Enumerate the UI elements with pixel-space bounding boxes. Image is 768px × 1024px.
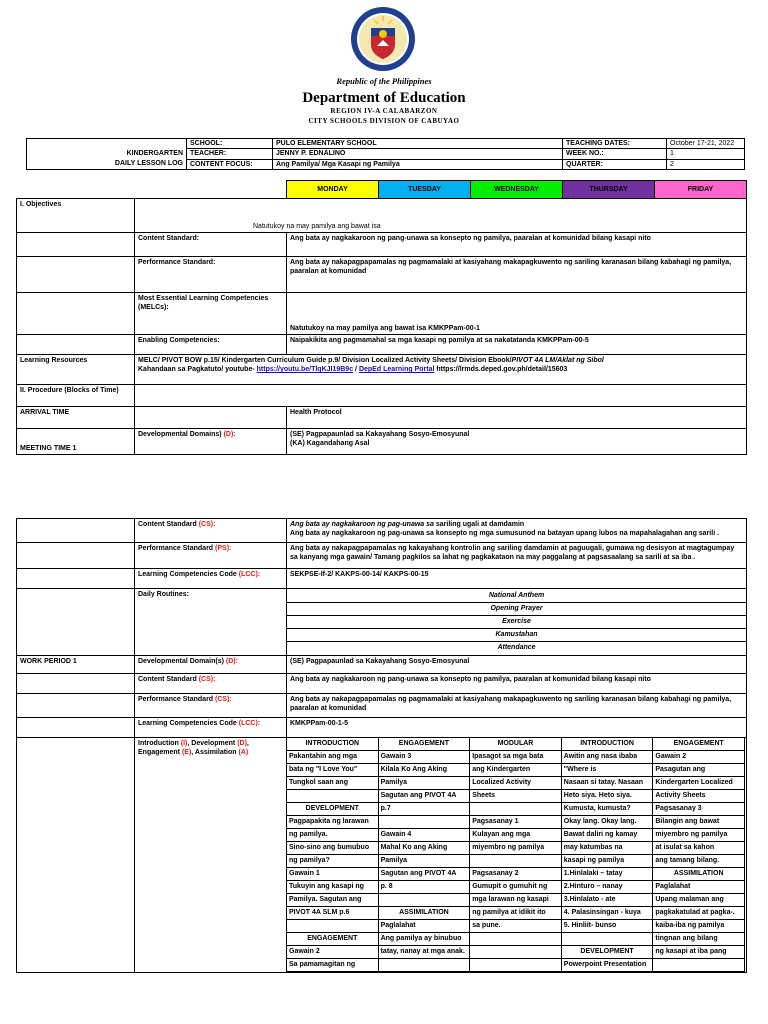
grid-cell: DEVELOPMENT <box>561 946 653 959</box>
grid-cell <box>287 920 379 933</box>
week-value: 1 <box>667 149 745 159</box>
grid-row <box>287 764 745 777</box>
grid-cell: tatay, nanay at mga anak. <box>378 946 470 959</box>
grid-cell: ng kasapi at iba pang <box>653 946 745 959</box>
wp-ps-text: Ang bata ay nakapagpapamalas ng pagmamalaki at kasiyahang makapagkuwento ng sariling karanasan bilang kabahagi ng pamilya, paaralan at komunidad <box>287 694 747 718</box>
wp-domains-label: Developmental Domain(s) (D): <box>135 656 287 674</box>
grid-cell: Sino-sino ang bumubuo <box>287 842 379 855</box>
grid-cell: ASSIMILATION <box>378 907 470 920</box>
dll-label: DAILY LESSON LOG <box>114 160 183 167</box>
grid-row <box>287 894 745 907</box>
performance-standard-text: Ang bata ay nakapagpapamalas ng pagmamalaki at kasiyahang makapagkuwento ng sariling karanasan bilang kabahagi ng pamilya, paaralan at komunidad <box>287 257 747 293</box>
grid-cell: Paglalahat <box>653 881 745 894</box>
deped-seal-icon <box>350 6 416 72</box>
grid-cell: Gawain 2 <box>653 751 745 764</box>
grid-cell: Gawain 4 <box>378 829 470 842</box>
grid-cell: ng pamilya at idikit ito <box>470 907 562 920</box>
grid-row <box>287 803 745 816</box>
meeting-time-label: MEETING TIME 1 <box>17 429 135 455</box>
grid-cell: Gumupit o gumuhit ng <box>470 881 562 894</box>
focus-value: Ang Pamilya/ Mga Kasapi ng Pamilya <box>273 159 563 169</box>
grid-cell: Sheets <box>470 790 562 803</box>
grid-cell: Ipasagot sa mga bata <box>470 751 562 764</box>
grid-cell: Gawain 3 <box>378 751 470 764</box>
grid-cell: Gawain 1 <box>287 868 379 881</box>
grid-cell: Pamilya <box>378 855 470 868</box>
grid-row <box>287 842 745 855</box>
grid-cell <box>470 933 562 946</box>
lesson-plan-table-1 <box>16 180 747 455</box>
grid-row <box>287 868 745 881</box>
school-value: PULO ELEMENTARY SCHOOL <box>273 139 563 149</box>
grid-cell: Heto siya. Heto siya. <box>561 790 653 803</box>
grid-header: MODULAR <box>470 738 562 751</box>
grid-cell <box>470 855 562 868</box>
dev-domains-label: Developmental Domains) (D): <box>135 429 287 455</box>
grid-cell: ng pamilya? <box>287 855 379 868</box>
grid-row <box>287 920 745 933</box>
wp-lcc-text: KMKPPam-00-1-5 <box>287 718 747 738</box>
grid-cell: ASSIMILATION <box>653 868 745 881</box>
performance-standard-label: Performance Standard: <box>135 257 287 293</box>
day-tuesday: TUESDAY <box>379 181 471 199</box>
grid-row <box>287 829 745 842</box>
grid-cell: Pagsasanay 2 <box>470 868 562 881</box>
dates-value: October 17-21, 2022 <box>667 139 745 149</box>
grid-cell: Sa pamamagitan ng <box>287 959 379 972</box>
grid-row <box>287 959 745 972</box>
objectives-label: I. Objectives <box>17 199 135 233</box>
grid-cell: kaiba-iba ng pamilya <box>653 920 745 933</box>
resources-text: MELC/ PIVOT BOW p.15/ Kindergarten Curriculum Guide p.9/ Division Localized Activity Sheets/ Division Ebook/PIVOT 4A LM/Aklat ng Sibol Kahandaan sa Pagkatuto/ youtube- https://youtu.be/TlqKJI19B9c / DepEd Learning Portal https://lrmds.deped.gov.ph/detail/15603 <box>135 355 747 385</box>
grid-cell: 2.Hinturo – nanay <box>561 881 653 894</box>
grid-cell: Paglalahat <box>378 920 470 933</box>
melc-label: Most Essential Learning Competencies (MELCs): <box>135 293 287 335</box>
department-title: Department of Education <box>302 90 466 106</box>
grid-cell <box>378 894 470 907</box>
lesson-info-table <box>26 138 745 170</box>
grid-header: ENGAGEMENT <box>653 738 745 751</box>
kindergarten-label: KINDERGARTEN <box>126 150 183 157</box>
grid-cell <box>287 790 379 803</box>
routine-item: Opening Prayer <box>287 603 746 616</box>
grid-row <box>287 946 745 959</box>
grid-cell: miyembro ng pamilya <box>653 829 745 842</box>
grid-cell <box>653 959 745 972</box>
grid-cell: Pagsasanay 1 <box>470 816 562 829</box>
teacher-label: TEACHER: <box>187 149 273 159</box>
work-period-label: WORK PERIOD 1 <box>17 656 135 674</box>
wp-cs-text: Ang bata ay nagkakaroon ng pang-unawa sa konsepto ng pamilya, paaralan at komunidad bilang kasapi nito <box>287 674 747 694</box>
procedure-label: II. Procedure (Blocks of Time) <box>17 385 135 407</box>
grid-row <box>287 751 745 764</box>
routine-item: Attendance <box>497 644 536 651</box>
grid-cell: ng pamilya. <box>287 829 379 842</box>
grid-cell: miyembro ng pamilya <box>470 842 562 855</box>
grid-cell: Pamilya. Sagutan ang <box>287 894 379 907</box>
lcc-text: SEKPSE-If-2/ KAKPS-00-14/ KAKPS-00-15 <box>287 569 747 589</box>
grid-row <box>287 855 745 868</box>
grid-cell: Awitin ang nasa ibaba <box>561 751 653 764</box>
quarter-label: QUARTER: <box>563 159 667 169</box>
grid-cell: PIVOT 4A SLM p.6 <box>287 907 379 920</box>
grid-header: INTRODUCTION <box>561 738 653 751</box>
lesson-plan-table-2 <box>16 518 747 973</box>
routines-label: Daily Routines: <box>135 589 287 656</box>
grid-cell <box>378 816 470 829</box>
school-label: SCHOOL: <box>187 139 273 149</box>
routine-item: Kamustahan <box>287 629 746 642</box>
grid-cell: p. 8 <box>378 881 470 894</box>
grid-row <box>287 881 745 894</box>
grid-cell: ENGAGEMENT <box>287 933 379 946</box>
dates-label: TEACHING DATES: <box>563 139 667 149</box>
grid-cell: Pagsasanay 3 <box>653 803 745 816</box>
grid-row <box>287 907 745 920</box>
grid-cell: "Where is <box>561 764 653 777</box>
enabling-label: Enabling Competencies: <box>135 335 287 355</box>
content-standard-label: Content Standard: <box>135 233 287 257</box>
grid-row <box>287 777 745 790</box>
meeting-domains: (SE) Pagpapaunlad sa Kakayahang Sosyo-Emosyunal (KA) Kagandahang Asal <box>287 429 747 455</box>
youtube-link[interactable]: https://youtu.be/TlqKJI19B9c <box>256 366 354 373</box>
grid-cell: Okay lang. Okay lang. <box>561 816 653 829</box>
grid-cell: Sagutan ang PIVOT 4A <box>378 790 470 803</box>
republic-title: Republic of the Philippines <box>336 76 432 86</box>
focus-label: CONTENT FOCUS: <box>187 159 273 169</box>
grid-cell: Powerpoint Presentation <box>561 959 653 972</box>
day-friday: FRIDAY <box>655 181 747 199</box>
grid-cell <box>470 803 562 816</box>
grid-cell: mga larawan ng kasapi <box>470 894 562 907</box>
grid-header: ENGAGEMENT <box>378 738 470 751</box>
activities-grid <box>287 738 746 973</box>
ps-text: Ang bata ay nakapagpapamalas ng kakayahang kontrolin ang sariling damdamin at paguugali, gumawa ng desisyon at magtagumpay sa kanyang mga gawain/ Tamang pagkilos sa lahat ng pagkakataon na may paggalang at pagsasaalang sa sarili at sa iba . <box>287 543 747 569</box>
grid-cell: Kilala Ko Ang Aking <box>378 764 470 777</box>
day-thursday: THURSDAY <box>563 181 655 199</box>
cs-text: Ang bata ay nagkakaroon ng pag-unawa sa sariling ugali at damdamin Ang bata ay nagkakaroon ng pag-unawa sa konsepto ng mga sumusunod na batayan upang lubos na mapahalagahan ang sarili . <box>287 519 747 543</box>
wp-domain-text: (SE) Pagpapaunlad sa Kakayahang Sosyo-Emosyunal <box>287 656 747 674</box>
grid-cell: 4. Palasinsingan - kuya <box>561 907 653 920</box>
grid-cell: Mahal Ko ang Aking <box>378 842 470 855</box>
grid-cell: Activity Sheets <box>653 790 745 803</box>
routines-list <box>287 589 747 656</box>
grid-cell: kasapi ng pamilya <box>561 855 653 868</box>
grid-cell: Sagutan ang PIVOT 4A <box>378 868 470 881</box>
grid-cell: 1.Hinlalaki – tatay <box>561 868 653 881</box>
wp-ps-label: Performance Standard (CS): <box>135 694 287 718</box>
routine-item: National Anthem <box>287 590 746 603</box>
grid-row <box>287 790 745 803</box>
grid-row <box>287 933 745 946</box>
dll-title-cell <box>27 139 187 170</box>
grid-cell: Pamilya <box>378 777 470 790</box>
lcc-label: Learning Competencies Code (LCC): <box>135 569 287 589</box>
health-protocol: Health Protocol <box>287 407 747 429</box>
grid-cell: Pagpapakita ng larawan <box>287 816 379 829</box>
day-monday: MONDAY <box>287 181 379 199</box>
grid-cell: Pasagutan ang <box>653 764 745 777</box>
grid-cell: Upang malaman ang <box>653 894 745 907</box>
arrival-label: ARRIVAL TIME <box>17 407 135 429</box>
grid-cell: 3.Hinlalato - ate <box>561 894 653 907</box>
grid-header: INTRODUCTION <box>287 738 379 751</box>
enabling-text: Naipakikita ang pagmamahal sa mga kasapi ng pamilya at sa nakatatanda KMKPPam-00-5 <box>287 335 747 355</box>
melc-text: Natutukoy na may pamilya ang bawat isa KMKPPam-00-1 <box>287 293 747 335</box>
grid-cell: Pakantahin ang mga <box>287 751 379 764</box>
grid-cell: Ang pamilya ay binubuo <box>378 933 470 946</box>
idea-label: Introduction (I), Development (D), Engagement (E), Assimilation (A) <box>135 738 287 973</box>
grid-cell: Kindergarten Localized <box>653 777 745 790</box>
resources-label: Learning Resources <box>17 355 135 385</box>
grid-cell: sa pune. <box>470 920 562 933</box>
grid-cell: may katumbas na <box>561 842 653 855</box>
grid-cell <box>470 946 562 959</box>
teacher-value: JENNY P. EDNALINO <box>273 149 563 159</box>
division-title: CITY SCHOOLS DIVISION OF CABUYAO <box>308 117 460 125</box>
grid-cell: Kulayan ang mga <box>470 829 562 842</box>
activities-grid-cell <box>287 738 747 973</box>
grid-cell: Kumusta, kumusta? <box>561 803 653 816</box>
grid-cell: at isulat sa kahon <box>653 842 745 855</box>
region-title: REGION IV-A CALABARZON <box>330 107 438 115</box>
grid-cell: pagkakatulad at pagka-. <box>653 907 745 920</box>
grid-cell: Gawain 2 <box>287 946 379 959</box>
grid-cell: Nasaan si tatay. Nasaan <box>561 777 653 790</box>
cs-label: Content Standard (CS): <box>135 519 287 543</box>
grid-cell <box>470 959 562 972</box>
grid-cell <box>378 959 470 972</box>
wp-cs-label: Content Standard (CS): <box>135 674 287 694</box>
grid-cell: ang tamang bilang. <box>653 855 745 868</box>
wp-lcc-label: Learning Competencies Code (LCC): <box>135 718 287 738</box>
grid-cell: ang Kindergarten <box>470 764 562 777</box>
grid-cell: Tungkol saan ang <box>287 777 379 790</box>
quarter-value: 2 <box>667 159 745 169</box>
routine-item: Exercise <box>287 616 746 629</box>
deped-portal-link[interactable]: DepEd Learning Portal <box>358 366 435 373</box>
grid-cell: Bawat daliri ng kamay <box>561 829 653 842</box>
content-standard-text: Ang bata ay nagkakaroon ng pang-unawa sa konsepto ng pamilya, paaralan at komunidad bilang kasapi nito <box>287 233 747 257</box>
grid-row <box>287 816 745 829</box>
grid-cell: Bilangin ang bawat <box>653 816 745 829</box>
grid-cell: DEVELOPMENT <box>287 803 379 816</box>
grid-cell: Localized Activity <box>470 777 562 790</box>
grid-cell: 5. Hinliit- bunso <box>561 920 653 933</box>
objectives-text: Natutukoy na may pamilya ang bawat isa <box>135 199 747 233</box>
week-label: WEEK NO.: <box>563 149 667 159</box>
grid-cell <box>561 933 653 946</box>
grid-cell: Tukuyin ang kasapi ng <box>287 881 379 894</box>
grid-cell: p.7 <box>378 803 470 816</box>
ps-label: Performance Standard (PS): <box>135 543 287 569</box>
grid-cell: bata ng "I Love You" <box>287 764 379 777</box>
day-wednesday: WEDNESDAY <box>471 181 563 199</box>
grid-cell: tingnan ang bilang <box>653 933 745 946</box>
